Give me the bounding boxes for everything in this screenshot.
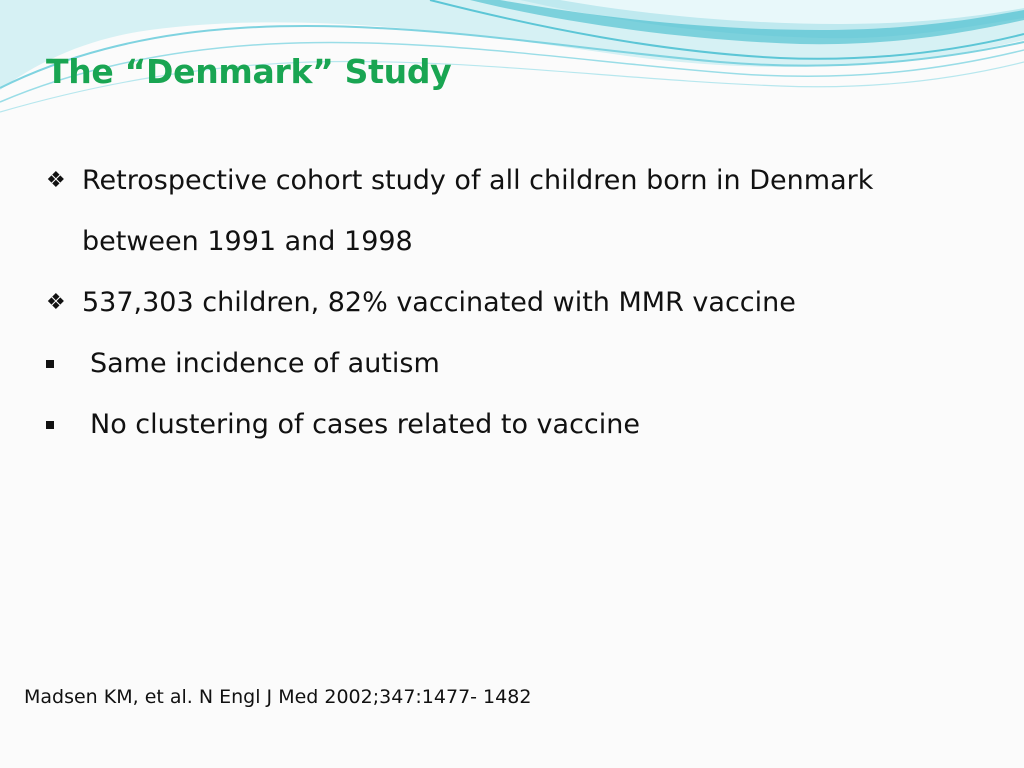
diamond-icon: ❖: [46, 290, 66, 315]
list-item: Retrospective cohort study of all children born in Denmark: [82, 165, 874, 196]
slide-title: The “Denmark” Study: [46, 52, 452, 91]
citation: Madsen KM, et al. N Engl J Med 2002;347:1477- 1482: [24, 686, 532, 708]
list-item: 537,303 children, 82% vaccinated with MMR vaccine: [82, 287, 796, 318]
list-item: No clustering of cases related to vaccine: [90, 409, 640, 440]
list-item: Same incidence of autism: [90, 348, 440, 379]
diamond-icon: ❖: [46, 168, 66, 193]
list-item-continuation: between 1991 and 1998: [82, 226, 413, 257]
square-icon: [46, 360, 54, 368]
square-icon: [46, 421, 54, 429]
